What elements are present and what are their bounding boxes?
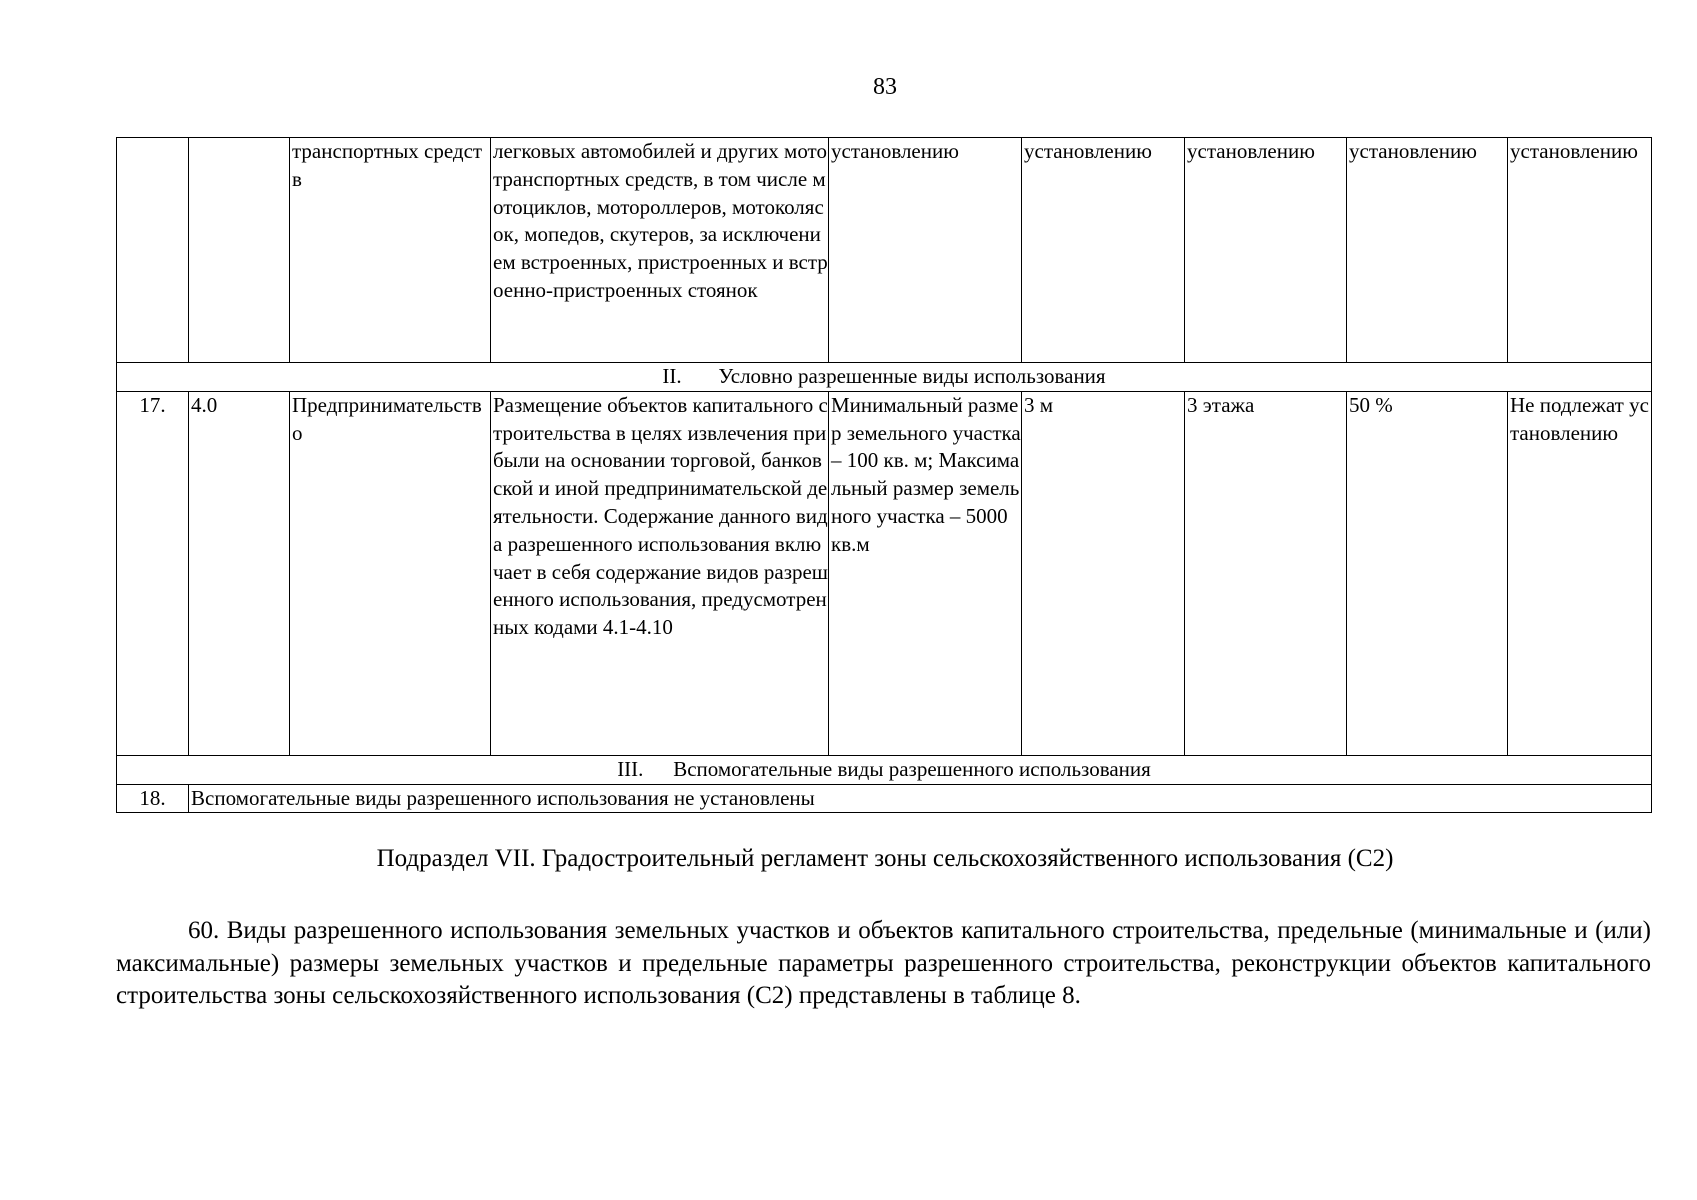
use-description-cell: легковых автомобилей и других мототранспортных средств, в том числе мотоциклов, мотороллеров, мотоколясок, мопедов, скутеров, за исключением встроенных, пристроенных и встроенно-пристроенных стоянок [491, 138, 829, 363]
use-name-cell: Предпринимательство [290, 391, 491, 755]
subsection-heading: Подраздел VII. Градостроительный регламент зоны сельскохозяйственного использования (С2) [376, 845, 1394, 872]
other-params-cell: установлению [1508, 138, 1652, 363]
section-header-conditional [117, 363, 1652, 392]
merged-text-cell: Вспомогательные виды разрешенного использования не установлены [189, 784, 1652, 813]
section-title: Условно разрешенные виды использования [718, 364, 1106, 388]
regulation-table [116, 137, 1652, 813]
section-title: Вспомогательные виды разрешенного использования [673, 756, 1151, 781]
floors-cell: 3 этажа [1185, 391, 1347, 755]
section-header-row [117, 755, 1652, 784]
other-params-cell: Не подлежат установлению [1508, 391, 1652, 755]
section-roman-numeral: III. [617, 756, 644, 781]
plot-size-cell: установлению [829, 138, 1022, 363]
code-cell [189, 138, 290, 363]
section-header-auxiliary [117, 755, 1652, 784]
section-header-row [117, 363, 1652, 392]
floors-cell: установлению [1185, 138, 1347, 363]
coverage-cell: 50 % [1347, 391, 1508, 755]
page-number: 83 [873, 74, 897, 100]
code-cell: 4.0 [189, 391, 290, 755]
table-row [117, 784, 1652, 813]
table-row [117, 391, 1652, 755]
row-number-cell [117, 138, 189, 363]
use-description-cell: Размещение объектов капитального строительства в целях извлечения прибыли на основании торговой, банковской и иной предпринимательской деятельности. Содержание данного вида разрешенного использования включает в себя содержание видов разрешенного использования, предусмотренных кодами 4.1-4.10 [491, 391, 829, 755]
indent-cell: 3 м [1022, 391, 1185, 755]
coverage-cell: установлению [1347, 138, 1508, 363]
row-number-cell: 18. [117, 784, 189, 813]
row-number-cell: 17. [117, 391, 189, 755]
use-name-cell: транспортных средств [290, 138, 491, 363]
section-roman-numeral: II. [662, 364, 682, 388]
indent-cell: установлению [1022, 138, 1185, 363]
table-row [117, 138, 1652, 363]
paragraph-60: 60. Виды разрешенного использования земельных участков и объектов капитального строительства, предельные (минимальные и (или) максимальные) размеры земельных участков и предельные параметры разрешенного строительства, реконструкции объектов капитального строительства зоны сельскохозяйственного использования (С2) представлены в таблице 8. [116, 917, 1651, 1009]
plot-size-cell: Минимальный размер земельного участка – 100 кв. м; Максимальный размер земельного участка – 5000 кв.м [829, 391, 1022, 755]
